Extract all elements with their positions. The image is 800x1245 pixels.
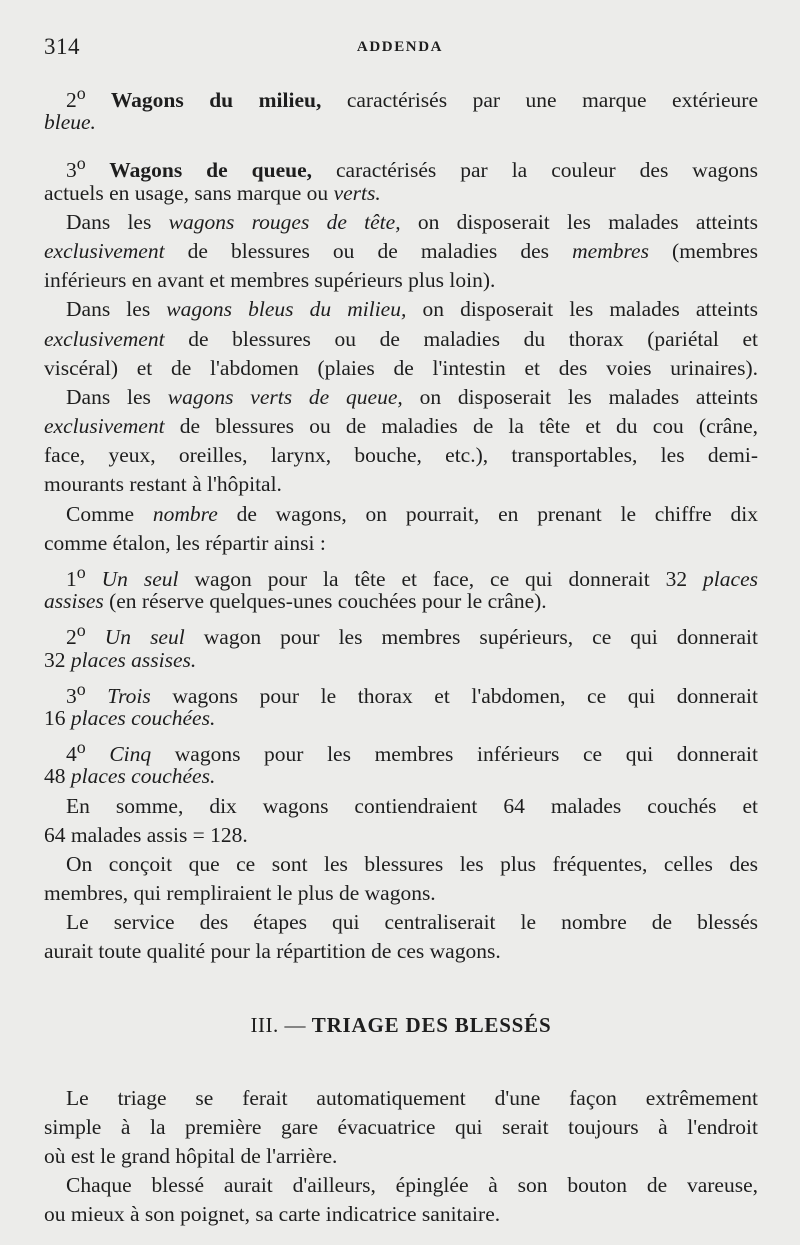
text-line: comme étalon, les répartir ainsi :	[44, 530, 326, 555]
text-line: Le service des étapes qui centraliserait le nombre de blessés	[66, 910, 758, 935]
text-line: exclusivement de blessures ou de maladies du thorax (pariétal et	[44, 326, 758, 351]
text-line: 3$^o$ Wagons de queue, caractérisés par la couleur des wagons	[66, 153, 758, 183]
text-line: aurait toute qualité pour la répartition de ces wagons.	[44, 939, 501, 964]
text-line: où est le grand hôpital de l'arrière.	[44, 1144, 338, 1168]
text-line: face, yeux, oreilles, larynx, bouche, etc.), transportables, les demi-	[44, 443, 758, 468]
text-line: 2$^o$ Wagons du milieu, caractérisés par une marque extérieure	[66, 83, 758, 113]
text-line: Dans les wagons rouges de tête, on disposerait les malades atteints	[66, 209, 758, 234]
text-line: exclusivement de blessures ou de maladies des membres (membres	[44, 238, 759, 263]
text-line: Dans les wagons bleus du milieu, on disposerait les malades atteints	[66, 297, 758, 322]
text-line: 16 places couchées.	[44, 705, 216, 730]
text-line: On conçoit que ce sont les blessures les plus fréquentes, celles des	[66, 851, 758, 876]
text-line: Dans les wagons verts de queue, on disposerait les malades atteints	[66, 384, 758, 409]
text-line: 2$^o$ Un seul wagon pour les membres supérieurs, ce qui donnerait	[66, 620, 758, 650]
section-heading: III. — TRIAGE DES BLESSÉS	[250, 1012, 552, 1037]
text-line: Chaque blessé aurait d'ailleurs, épinglée à son bouton de vareuse,	[66, 1173, 758, 1198]
page-number: 314	[44, 34, 80, 59]
text-line: simple à la première gare évacuatrice qui serait toujours à l'endroit	[44, 1114, 758, 1139]
text-line: assises (en réserve quelques-unes couchées pour le crâne).	[44, 589, 547, 614]
text-line: Le triage se ferait automatiquement d'une façon extrêmement	[66, 1085, 758, 1110]
text-line: En somme, dix wagons contiendraient 64 malades couchés et	[66, 793, 758, 818]
text-line: exclusivement de blessures ou de maladies de la tête et du cou (crâne,	[44, 414, 758, 439]
text-line: ou mieux à son poignet, sa carte indicatrice sanitaire.	[44, 1202, 501, 1227]
text-line: 64 malades assis = 128.	[44, 822, 248, 847]
text-line: bleue.	[44, 110, 96, 135]
text-line: 4$^o$ Cinq wagons pour les membres inférieurs ce qui donnerait	[66, 737, 758, 767]
running-head: ADDENDA	[356, 39, 444, 55]
text-line: Comme nombre de wagons, on pourrait, en prenant le chiffre dix	[66, 501, 758, 526]
text-line: 1$^o$ Un seul wagon pour la tête et face, ce qui donnerait 32 places	[66, 562, 758, 592]
text-line: inférieurs en avant et membres supérieurs plus loin).	[44, 268, 496, 293]
text-line: 32 places assises.	[44, 647, 197, 672]
text-line: actuels en usage, sans marque ou verts.	[44, 180, 381, 205]
text-line: mourants restant à l'hôpital.	[44, 472, 282, 497]
text-line: membres, qui rempliraient le plus de wagons.	[44, 881, 436, 906]
text-line: 3$^o$ Trois wagons pour le thorax et l'abdomen, ce qui donnerait	[66, 678, 758, 708]
body-text	[44, 79, 758, 1230]
text-line: 48 places couchées.	[44, 764, 216, 789]
text-line: viscéral) et de l'abdomen (plaies de l'intestin et des voies urinaires).	[44, 355, 758, 380]
page-header	[44, 34, 756, 60]
